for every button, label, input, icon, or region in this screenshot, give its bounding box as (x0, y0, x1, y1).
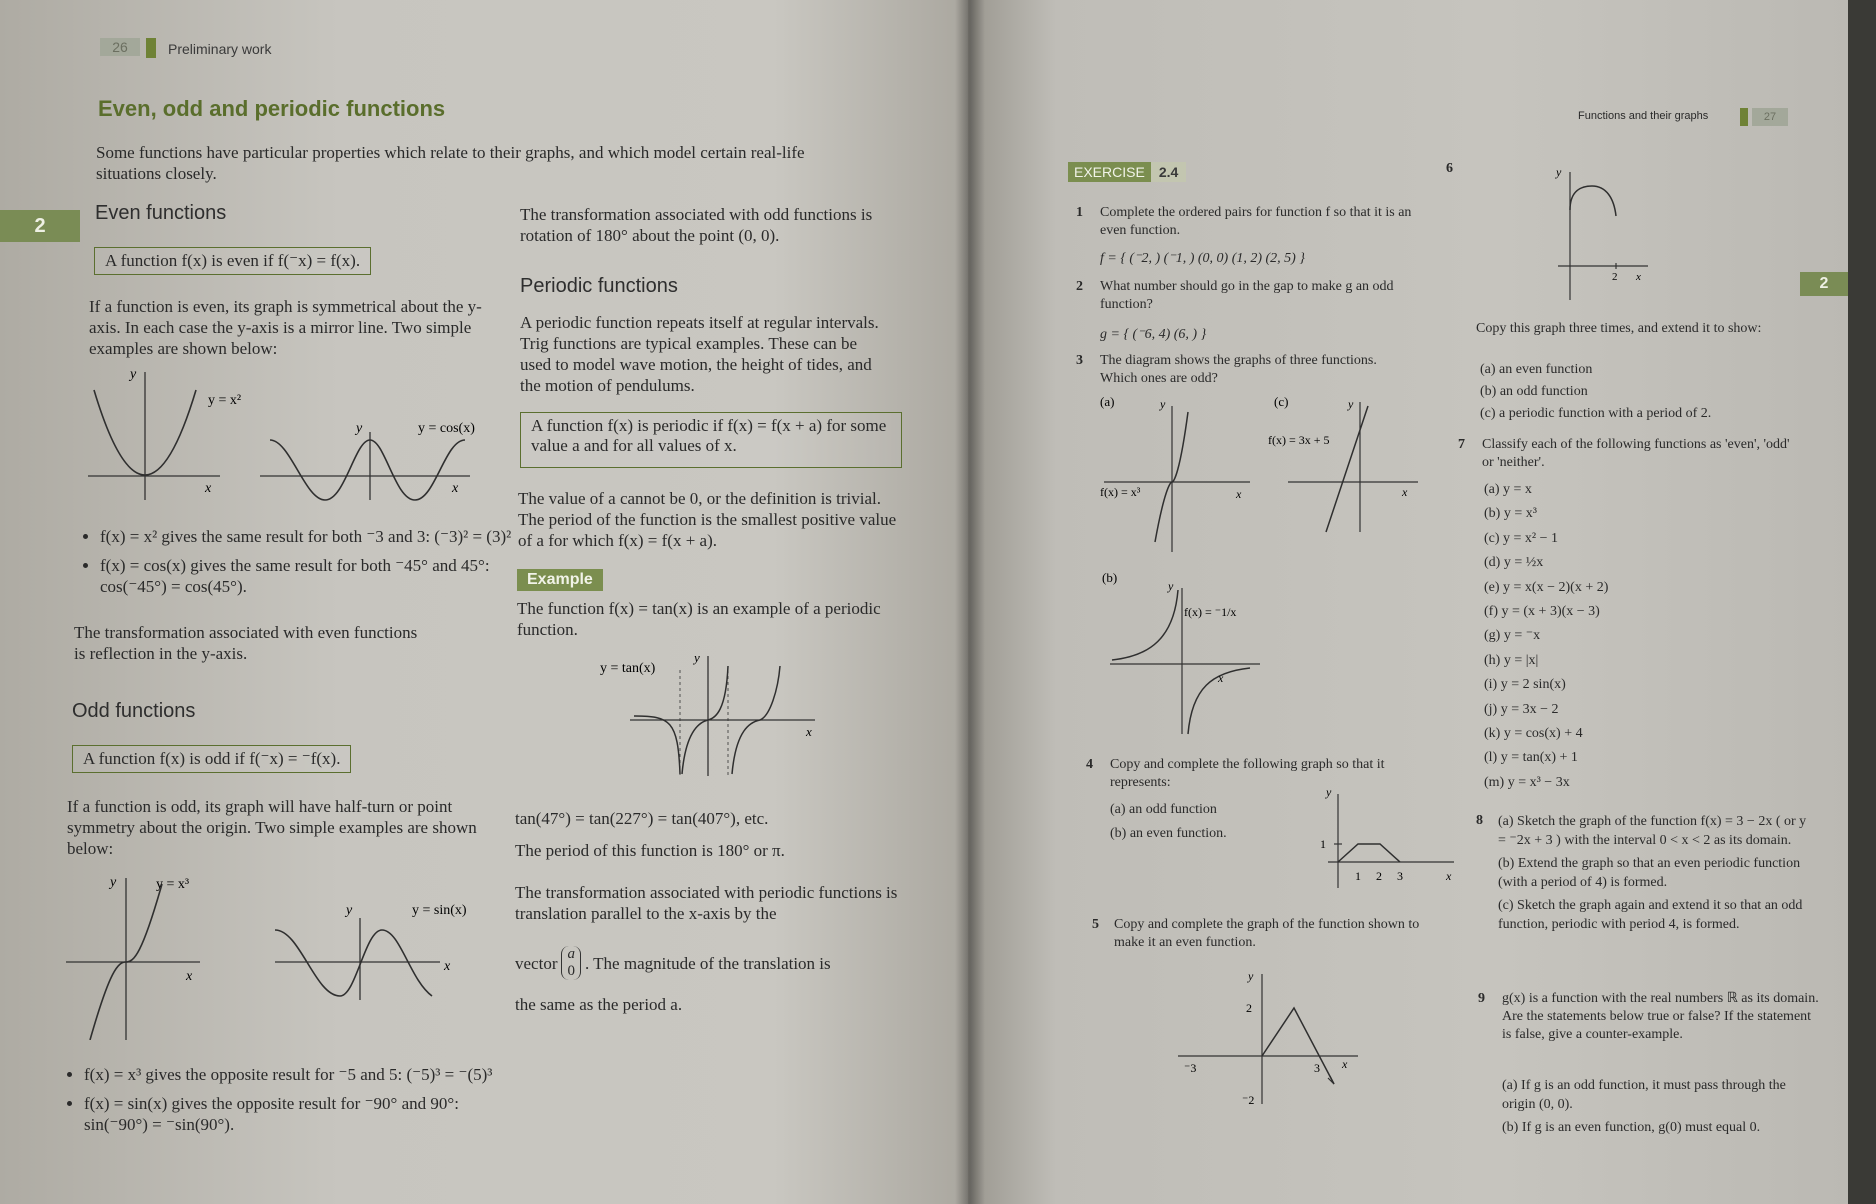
q4-tick-1: 1 (1355, 869, 1361, 883)
q7-part-g: (g) y = ⁻x (1484, 628, 1541, 644)
chapter-tab-left: 2 (0, 210, 80, 242)
periodic-heading: Periodic functions (520, 275, 678, 297)
q8-part-a: (a) Sketch the graph of the function f(x) = 3 − 2x ( or y = ⁻2x + 3 ) with the interval 0 < x < 2 as its domain. (1498, 814, 1807, 848)
q8-parts (1498, 812, 1808, 934)
even-definition-box: A function f(x) is even if f(⁻x) = f(x). (94, 247, 371, 275)
tan-x-axis: x (806, 724, 812, 739)
translation-vector-line (515, 946, 831, 980)
q3b-x-axis: x (1218, 671, 1224, 685)
translation-text-c: the same as the period a. (515, 995, 683, 1014)
q4-tick-3: 3 (1397, 869, 1403, 883)
q4-y-tick: 1 (1320, 837, 1326, 851)
q6-text: Copy this graph three times, and extend it to show: (1476, 321, 1762, 336)
tan-period: The period of this function is 180° or π. (515, 841, 785, 860)
odd-graphs (60, 870, 480, 1040)
q4-part-a: (a) an odd function (1110, 802, 1217, 817)
q9-part-a: (a) If g is an odd function, it must pass through the origin (0, 0). (1502, 1078, 1786, 1112)
even-bullet-2: • f(x) = cos(x) gives the same result for both ⁻45° and 45°: cos(⁻45°) = cos(45°). (100, 555, 520, 597)
q5-number: 5 (1092, 917, 1099, 932)
exercise-label: EXERCISE (1068, 162, 1151, 182)
q6-part-b: (b) an odd function (1480, 384, 1588, 399)
q4-graph (1308, 784, 1458, 894)
even-text: If a function is even, its graph is symmetrical about the y-axis. In each case the y-axis is a mirror line. Two simple examples are shown below: (89, 297, 482, 358)
q6-x-axis: x (1636, 271, 1641, 283)
q5-tick-neg3: ⁻3 (1184, 1061, 1197, 1075)
even-graphs (80, 360, 500, 510)
odd-graph1-x-axis: x (186, 969, 193, 984)
q9-number: 9 (1478, 991, 1485, 1006)
q3b-function: f(x) = ⁻1/x (1184, 605, 1237, 619)
q8-part-c: (c) Sketch the graph again and extend it so that an odd function, periodic with period 4, is formed. (1498, 898, 1803, 932)
odd-graph1-y-axis: y (110, 875, 117, 890)
q7-part-c: (c) y = x² − 1 (1484, 530, 1559, 546)
q8-number: 8 (1476, 813, 1483, 828)
q5-tick-neg2: ⁻2 (1242, 1093, 1255, 1107)
translation-text-b: . The magnitude of the translation is (584, 953, 831, 973)
q7-part-k: (k) y = cos(x) + 4 (1484, 726, 1583, 742)
even-heading: Even functions (95, 202, 227, 224)
q3-graph-b (1100, 568, 1280, 738)
q5-x-axis: x (1342, 1057, 1348, 1071)
tan-label: y = tan(x) (600, 661, 656, 676)
q7-part-b: (b) y = x³ (1484, 506, 1537, 522)
exercise-number: 2.4 (1151, 162, 1186, 182)
q3c-x-axis: x (1402, 485, 1408, 499)
q3-graph-a (1100, 392, 1250, 552)
vector-bottom: 0 (567, 963, 575, 979)
q5-y-axis: y (1248, 969, 1254, 983)
periodic-value-text: The value of a cannot be 0, or the definition is trivial. The period of the function is the smallest positive value of a for which f(x) = f(x + a). (518, 489, 897, 550)
even-bullets (78, 526, 520, 605)
right-running-head-marker (1740, 108, 1748, 126)
periodic-text: A periodic function repeats itself at regular intervals. Trig functions are typical examples. These can be used to model wave motion, the height of tides, and the motion of pendulums. (520, 313, 879, 395)
q6-number: 6 (1446, 161, 1453, 176)
even-transformation: The transformation associated with even functions is reflection in the y-axis. (74, 623, 418, 663)
q1-text: Complete the ordered pairs for function f so that it is an even function. (1100, 205, 1412, 238)
q9-text: g(x) is a function with the real numbers ℝ as its domain. Are the statements below true or false? If the statement is false, give a counter-example. (1502, 991, 1819, 1042)
odd-bullet-2: • f(x) = sin(x) gives the opposite result for ⁻90° and 90°: sin(⁻90°) = ⁻sin(90°). (84, 1093, 504, 1135)
q4-part-b: (b) an even function. (1110, 826, 1227, 841)
odd-bullet-1: • f(x) = x³ gives the opposite result for ⁻5 and 5: (⁻5)³ = ⁻(5)³ (84, 1064, 504, 1085)
q5-tick-2: 2 (1246, 1001, 1252, 1015)
q5-tick-3: 3 (1314, 1061, 1320, 1075)
q6-y-axis: y (1556, 165, 1562, 179)
q3b-label: (b) (1102, 570, 1118, 585)
q3a-function: f(x) = x³ (1100, 485, 1141, 499)
even-graph2-label: y = cos(x) (418, 421, 475, 436)
right-running-head: Functions and their graphs (1578, 110, 1709, 122)
vector-top: a (567, 946, 575, 962)
q3c-label: (c) (1274, 394, 1289, 409)
q3-graph-c (1268, 392, 1418, 552)
q5-text: Copy and complete the graph of the function shown to make it an even function. (1114, 917, 1420, 950)
q6-part-c: (c) a periodic function with a period of 2. (1480, 406, 1712, 421)
tan-equation: tan(47°) = tan(227°) = tan(407°), etc. (515, 809, 769, 828)
q7-part-d: (d) y = ½x (1484, 555, 1544, 571)
q4-number: 4 (1086, 757, 1093, 772)
q2-number: 2 (1076, 279, 1083, 294)
q4-y-axis: y (1326, 785, 1332, 799)
right-page-number: 27 (1752, 108, 1788, 126)
odd-graph1-label: y = x³ (156, 877, 190, 892)
even-graph2-y-axis: y (356, 421, 363, 436)
example-badge: Example (517, 569, 603, 591)
example-text: The function f(x) = tan(x) is an example of a periodic function. (517, 599, 881, 639)
q4-parts (1110, 800, 1227, 844)
page-title: Even, odd and periodic functions (98, 96, 446, 121)
odd-bullets (62, 1064, 504, 1143)
left-page-number: 26 (100, 38, 140, 56)
tan-y-axis: y (694, 650, 700, 665)
q2-set: g = { (⁻6, 4) (6, ) } (1100, 327, 1207, 342)
q9-part-b: (b) If g is an even function, g(0) must equal 0. (1502, 1120, 1761, 1135)
book-spine-shadow (955, 0, 985, 1204)
q4-tick-2: 2 (1376, 869, 1382, 883)
even-graph1-y-axis: y (130, 367, 137, 382)
q6-tick: 2 (1612, 271, 1618, 283)
q7-part-e: (e) y = x(x − 2)(x + 2) (1484, 579, 1609, 595)
q8-part-b: (b) Extend the graph so that an even periodic function (with a period of 4) is formed. (1498, 856, 1801, 890)
q7-part-i: (i) y = 2 sin(x) (1484, 677, 1566, 693)
vector-bracket (561, 946, 581, 980)
q6-part-a: (a) an even function (1480, 362, 1593, 377)
q3b-y-axis: y (1168, 579, 1174, 593)
q7-text: Classify each of the following functions as 'even', 'odd' or 'neither'. (1482, 437, 1790, 470)
q6-graph (1548, 160, 1658, 300)
q4-text: Copy and complete the following graph so that it represents: (1110, 757, 1385, 790)
intro-text: Some functions have particular properties which relate to their graphs, and which model certain real-life situations closely. (96, 143, 805, 183)
q3a-y-axis: y (1160, 397, 1166, 411)
chapter-tab-right: 2 (1800, 272, 1848, 296)
q3c-function: f(x) = 3x + 5 (1268, 433, 1330, 447)
q7-part-l: (l) y = tan(x) + 1 (1484, 750, 1578, 766)
odd-text: If a function is odd, its graph will have half-turn or point symmetry about the origin. Two simple examples are shown below: (67, 797, 477, 858)
odd-graph2-label: y = sin(x) (412, 903, 467, 918)
q3a-label: (a) (1100, 394, 1115, 409)
odd-transformation: The transformation associated with odd functions is rotation of 180° about the point (0, 0). (520, 205, 873, 245)
q3-text: The diagram shows the graphs of three functions. Which ones are odd? (1100, 353, 1377, 386)
q1-number: 1 (1076, 205, 1083, 220)
even-graph1-x-axis: x (205, 481, 212, 496)
q1-set: f = { (⁻2, ) (⁻1, ) (0, 0) (1, 2) (2, 5) } (1100, 251, 1305, 266)
q3c-y-axis: y (1348, 397, 1354, 411)
q7-number: 7 (1458, 437, 1465, 452)
q2-text: What number should go in the gap to make g an odd function? (1100, 279, 1394, 312)
q7-parts (1484, 478, 1608, 795)
vector-word: vector (515, 953, 558, 973)
odd-graph2-y-axis: y (346, 903, 353, 918)
running-head-marker (146, 38, 156, 58)
tan-graph (600, 650, 830, 780)
q7-part-m: (m) y = x³ − 3x (1484, 774, 1570, 790)
q5-graph (1168, 964, 1368, 1114)
even-graph1-label: y = x² (208, 393, 242, 408)
odd-definition-box: A function f(x) is odd if f(⁻x) = ⁻f(x). (72, 745, 351, 773)
running-head: Preliminary work (168, 41, 272, 57)
q7-part-j: (j) y = 3x − 2 (1484, 701, 1559, 717)
q3a-x-axis: x (1236, 487, 1242, 501)
exercise-header (1068, 162, 1186, 182)
q7-part-a: (a) y = x (1484, 482, 1532, 497)
translation-text-a: The transformation associated with periodic functions is translation parallel to the x-axis by the (515, 883, 898, 923)
q9-parts (1502, 1076, 1822, 1137)
even-bullet-1: • f(x) = x² gives the same result for both ⁻3 and 3: (⁻3)² = (3)² (100, 526, 520, 547)
q7-part-h: (h) y = |x| (1484, 652, 1539, 668)
even-graph2-x-axis: x (452, 481, 459, 496)
q3-number: 3 (1076, 353, 1083, 368)
right-page (968, 0, 1848, 1204)
q4-x-axis: x (1446, 869, 1452, 883)
q7-part-f: (f) y = (x + 3)(x − 3) (1484, 604, 1600, 620)
odd-heading: Odd functions (72, 700, 196, 722)
periodic-definition-box: A function f(x) is periodic if f(x) = f(x + a) for some value a and for all values of x. (520, 412, 902, 468)
q6-parts (1480, 360, 1711, 424)
odd-graph2-x-axis: x (444, 959, 451, 974)
